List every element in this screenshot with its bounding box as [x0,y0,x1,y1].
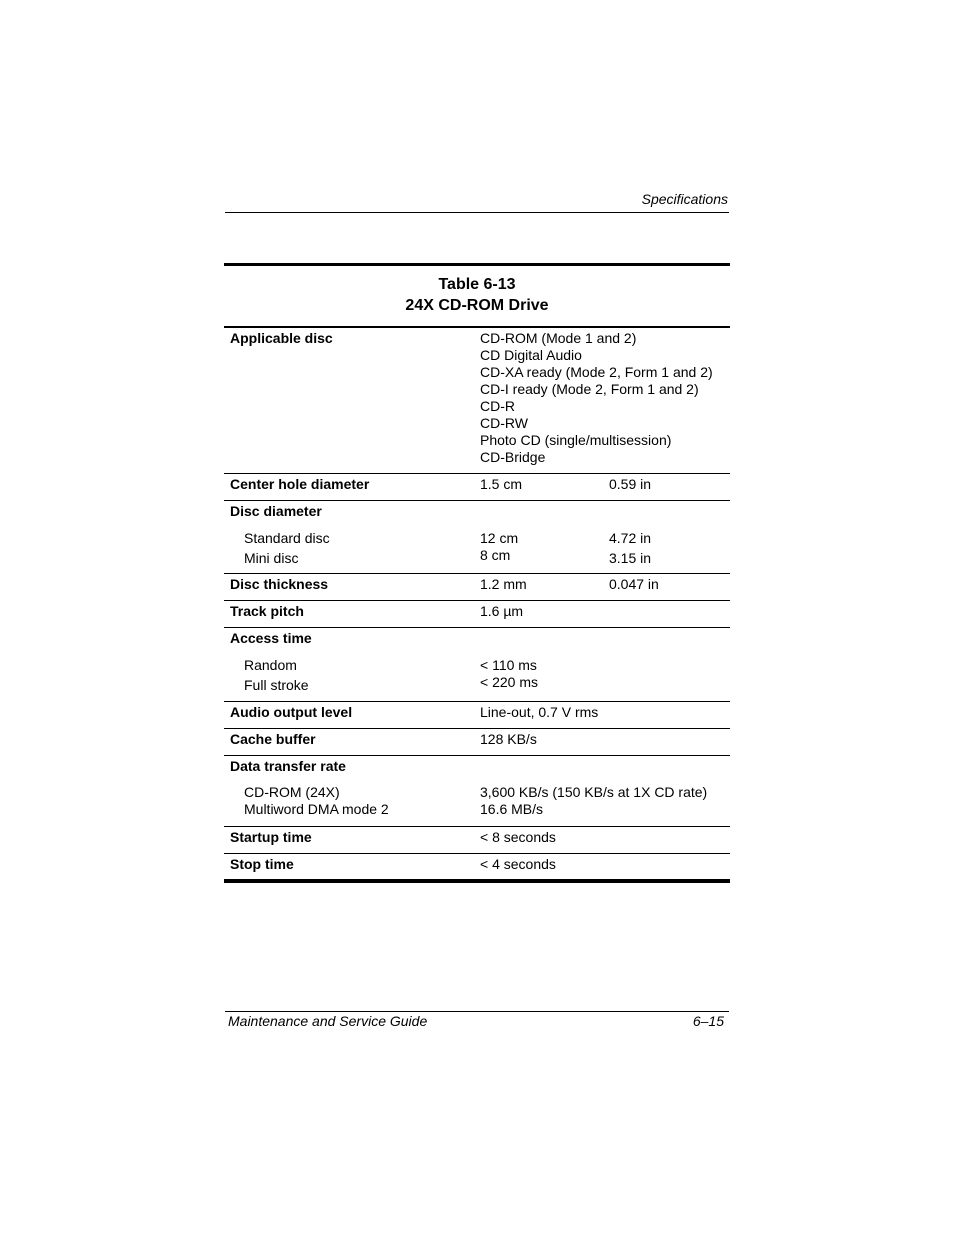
value: 128 KB/s [480,731,537,747]
sub-label: Full stroke [244,677,309,693]
metric-value: 12 cm [480,530,519,546]
row-label: Cache buffer [230,731,316,747]
sub-label: Standard disc [244,530,330,546]
imperial-value: 0.047 in [609,576,659,592]
table-number: Table 6-13 [438,276,516,293]
row-applicable-disc [224,328,730,474]
value: 1.6 µm [480,603,524,619]
row-disc-thickness [224,574,730,601]
row-data-transfer [224,756,730,827]
metric-value: 1.5 cm [480,476,523,492]
disc-type-1: CD-ROM (Mode 1 and 2) [480,330,637,346]
sub-label: Random [244,657,297,673]
footer-rule [225,1011,729,1012]
running-header: Specifications [641,191,728,207]
value: < 4 seconds [480,856,556,872]
row-stop-time [224,854,730,879]
value: 16.6 MB/s [480,801,544,817]
page-number: 6–15 [692,1013,724,1029]
row-label: Disc thickness [230,576,329,592]
row-label: Stop time [230,856,294,872]
header-rule [225,212,729,213]
row-label: Data transfer rate [230,758,346,774]
imperial-value: 4.72 in [609,530,652,546]
disc-type-2: CD Digital Audio [480,347,582,363]
metric-value: 8 cm [480,547,511,563]
imperial-value: 0.59 in [609,476,652,492]
disc-type-4: CD-I ready (Mode 2, Form 1 and 2) [480,381,699,397]
row-startup-time [224,827,730,854]
sub-label: Mini disc [244,550,299,566]
disc-type-3: CD-XA ready (Mode 2, Form 1 and 2) [480,364,713,380]
sub-label: CD-ROM (24X) [244,784,340,800]
row-audio-output [224,702,730,729]
row-disc-diameter [224,501,730,574]
row-label: Startup time [230,829,312,845]
spec-table [224,263,730,883]
metric-value: 1.2 mm [480,576,527,592]
row-label: Audio output level [230,704,353,720]
sub-label: Multiword DMA mode 2 [244,801,389,817]
value: < 110 ms [480,657,537,673]
value: < 220 ms [480,674,538,690]
row-cache-buffer [224,729,730,756]
row-access-time [224,628,730,702]
value: Line-out, 0.7 V rms [480,704,599,720]
value: 3,600 KB/s (150 KB/s at 1X CD rate) [480,784,708,800]
row-label: Applicable disc [230,330,333,346]
value: < 8 seconds [480,829,556,845]
row-center-hole [224,474,730,501]
row-track-pitch [224,601,730,628]
row-label: Center hole diameter [230,476,370,492]
row-label: Access time [230,630,312,646]
row-label: Disc diameter [230,503,322,519]
disc-type-6: CD-RW [480,415,528,431]
table-title: 24X CD-ROM Drive [405,297,549,314]
table-bottom-rule [224,879,730,883]
imperial-value: 3.15 in [609,550,652,566]
footer-title: Maintenance and Service Guide [228,1013,428,1029]
row-label: Track pitch [230,603,304,619]
disc-type-5: CD-R [480,398,515,414]
disc-type-7: Photo CD (single/multisession) [480,432,672,448]
disc-type-8: CD-Bridge [480,449,546,465]
table-caption [224,266,730,326]
